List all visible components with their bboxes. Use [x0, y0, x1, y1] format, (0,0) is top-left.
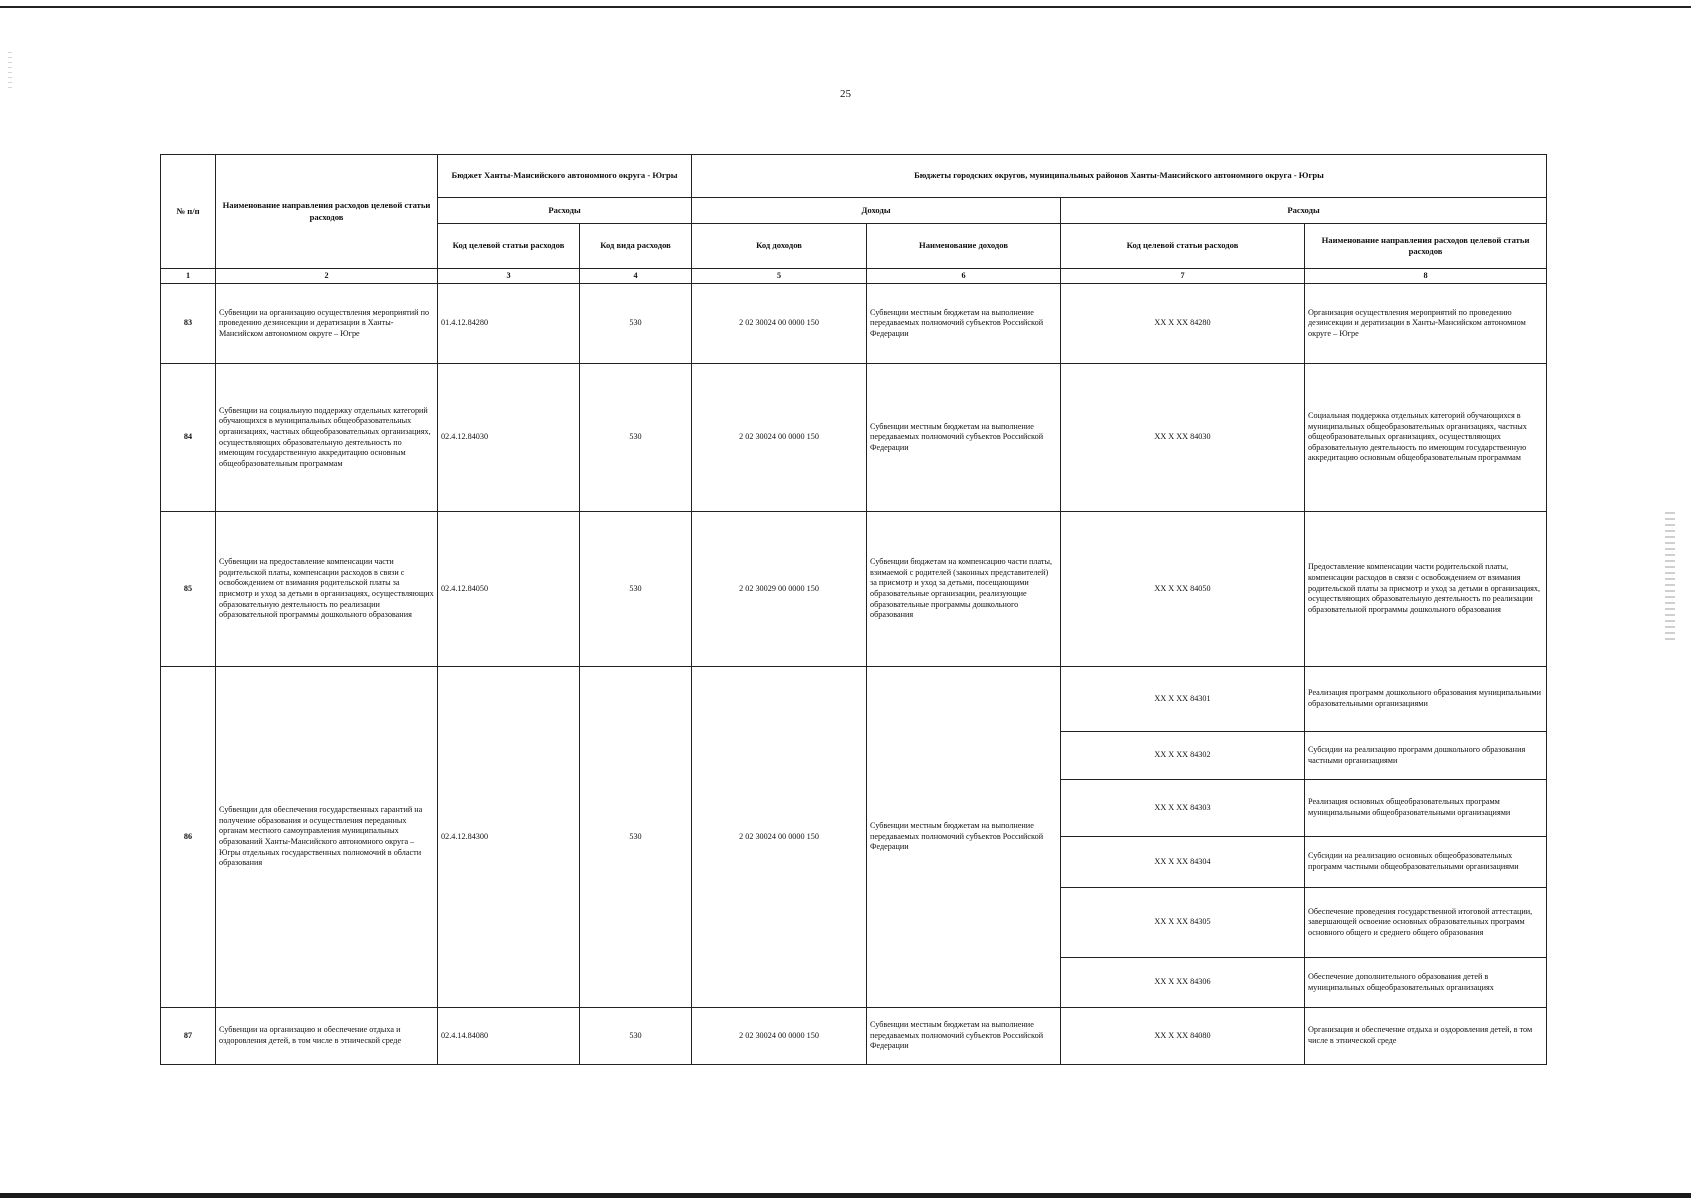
header-income-name: Наименование доходов — [867, 224, 1061, 269]
col-number: 5 — [692, 269, 867, 284]
row-type-code: 530 — [580, 512, 692, 667]
row-number: 85 — [161, 512, 216, 667]
row-direction: Организация осуществления мероприятий по проведению дезинсекции и дератизации в Ханты-Мансийском автономном округе – Югре — [1305, 284, 1547, 364]
scan-artifact — [8, 52, 12, 92]
row-direction: Реализация основных общеобразовательных программ муниципальными общеобразовательными организациями — [1305, 780, 1547, 837]
row-number: 83 — [161, 284, 216, 364]
header-target-code: Код целевой статьи расходов — [438, 224, 580, 269]
row-income-code: 2 02 30029 00 0000 150 — [692, 512, 867, 667]
row-target-code: 02.4.12.84030 — [438, 364, 580, 512]
header-name: Наименование направления расходов целевой статьи расходов — [216, 155, 438, 269]
header-municipal-budgets: Бюджеты городских округов, муниципальных районов Ханты-Мансийского автономного округа - Югры — [692, 155, 1547, 198]
row-income-name: Субвенции бюджетам на компенсацию части платы, взимаемой с родителей (законных представителей) за присмотр и уход за детьми, посещающими образовательные организации, реализующие образовательные программы дошкольного образования — [867, 512, 1061, 667]
row-direction: Реализация программ дошкольного образования муниципальными образовательными организациями — [1305, 667, 1547, 732]
header-okrug-budget: Бюджет Ханты-Мансийского автономного округа - Югры — [438, 155, 692, 198]
col-number: 3 — [438, 269, 580, 284]
row-target-code: 02.4.14.84080 — [438, 1008, 580, 1065]
row-direction: Субсидии на реализацию программ дошкольного образования частными организациями — [1305, 732, 1547, 780]
row-target-code2: XX X XX 84303 — [1061, 780, 1305, 837]
budget-table — [160, 154, 1547, 1065]
row-income-name: Субвенции местным бюджетам на выполнение передаваемых полномочий субъектов Российской Федерации — [867, 364, 1061, 512]
row-target-code: 02.4.12.84050 — [438, 512, 580, 667]
row-number: 84 — [161, 364, 216, 512]
row-name: Субвенции на организацию и обеспечение отдыха и оздоровления детей, в том числе в этнической среде — [216, 1008, 438, 1065]
row-type-code: 530 — [580, 1008, 692, 1065]
row-income-name: Субвенции местным бюджетам на выполнение передаваемых полномочий субъектов Российской Федерации — [867, 667, 1061, 1008]
col-number: 6 — [867, 269, 1061, 284]
col-number: 1 — [161, 269, 216, 284]
row-type-code: 530 — [580, 364, 692, 512]
row-direction: Социальная поддержка отдельных категорий обучающихся в муниципальных общеобразовательных организациях, частных общеобразовательных организациях, осуществляющих образовательную деятельность по имеющим государственную аккредитацию основным общеобразовательным программам — [1305, 364, 1547, 512]
row-target-code2: XX X XX 84305 — [1061, 888, 1305, 958]
row-name: Субвенции на организацию осуществления мероприятий по проведению дезинсекции и дератизации в Ханты-Мансийском автономном округе – Югре — [216, 284, 438, 364]
table-row — [161, 667, 1547, 732]
row-income-code: 2 02 30024 00 0000 150 — [692, 667, 867, 1008]
col-number: 4 — [580, 269, 692, 284]
row-target-code2: XX X XX 84030 — [1061, 364, 1305, 512]
row-type-code: 530 — [580, 667, 692, 1008]
row-direction: Субсидии на реализацию основных общеобразовательных программ частными общеобразовательными организациями — [1305, 837, 1547, 888]
table-row — [161, 512, 1547, 667]
row-type-code: 530 — [580, 284, 692, 364]
row-income-code: 2 02 30024 00 0000 150 — [692, 364, 867, 512]
scan-artifact — [1665, 512, 1675, 642]
column-numbers-row — [161, 269, 1547, 284]
header-incomes: Доходы — [692, 198, 1061, 224]
row-number: 87 — [161, 1008, 216, 1065]
header-direction-name: Наименование направления расходов целевой статьи расходов — [1305, 224, 1547, 269]
row-income-name: Субвенции местным бюджетам на выполнение передаваемых полномочий субъектов Российской Федерации — [867, 284, 1061, 364]
header-expenses2: Расходы — [1061, 198, 1547, 224]
header-target-code2: Код целевой статьи расходов — [1061, 224, 1305, 269]
table-row — [161, 364, 1547, 512]
row-target-code: 01.4.12.84280 — [438, 284, 580, 364]
row-direction: Предоставление компенсации части родительской платы, компенсации расходов в связи с освобождением от взимания родительской платы за присмотр и уход за детьми в организациях, осуществляющих образовательную деятельность по реализации образовательной программы дошкольного образования — [1305, 512, 1547, 667]
row-target-code2: XX X XX 84304 — [1061, 837, 1305, 888]
row-direction: Организация и обеспечение отдыха и оздоровления детей, в том числе в этнической среде — [1305, 1008, 1547, 1065]
row-direction: Обеспечение дополнительного образования детей в муниципальных общеобразовательных организациях — [1305, 958, 1547, 1008]
row-target-code2: XX X XX 84280 — [1061, 284, 1305, 364]
row-direction: Обеспечение проведения государственной итоговой аттестации, завершающей освоение основных образовательных программ основного общего и среднего общего образования — [1305, 888, 1547, 958]
header-expenses: Расходы — [438, 198, 692, 224]
bottom-rule — [0, 1193, 1691, 1198]
header-income-code: Код доходов — [692, 224, 867, 269]
row-number: 86 — [161, 667, 216, 1008]
table-row — [161, 284, 1547, 364]
row-target-code2: XX X XX 84302 — [1061, 732, 1305, 780]
header-no: № п/п — [161, 155, 216, 269]
col-number: 7 — [1061, 269, 1305, 284]
row-income-name: Субвенции местным бюджетам на выполнение передаваемых полномочий субъектов Российской Федерации — [867, 1008, 1061, 1065]
page-number: 25 — [840, 88, 851, 100]
col-number: 8 — [1305, 269, 1547, 284]
row-target-code2: XX X XX 84050 — [1061, 512, 1305, 667]
top-rule — [0, 6, 1691, 8]
table-row — [161, 1008, 1547, 1065]
row-target-code2: XX X XX 84080 — [1061, 1008, 1305, 1065]
row-name: Субвенции на предоставление компенсации части родительской платы, компенсации расходов в связи с освобождением от взимания родительской платы за присмотр и уход за детьми в организациях, осуществляющих образовательную деятельность по реализации образовательной программы дошкольного образования — [216, 512, 438, 667]
col-number: 2 — [216, 269, 438, 284]
row-target-code2: XX X XX 84301 — [1061, 667, 1305, 732]
row-target-code: 02.4.12.84300 — [438, 667, 580, 1008]
row-name: Субвенции на социальную поддержку отдельных категорий обучающихся в муниципальных общеобразовательных организациях, частных общеобразовательных организациях, осуществляющих образовательную деятельность по имеющим государственную аккредитацию основным общеобразовательным программам — [216, 364, 438, 512]
row-target-code2: XX X XX 84306 — [1061, 958, 1305, 1008]
row-income-code: 2 02 30024 00 0000 150 — [692, 1008, 867, 1065]
row-income-code: 2 02 30024 00 0000 150 — [692, 284, 867, 364]
row-name: Субвенции для обеспечения государственных гарантий на получение образования и осуществления переданных органам местного самоуправления муниципальных образований Ханты-Мансийского автономного округа – Югры отдельных государственных полномочий в области образования — [216, 667, 438, 1008]
header-type-code: Код вида расходов — [580, 224, 692, 269]
